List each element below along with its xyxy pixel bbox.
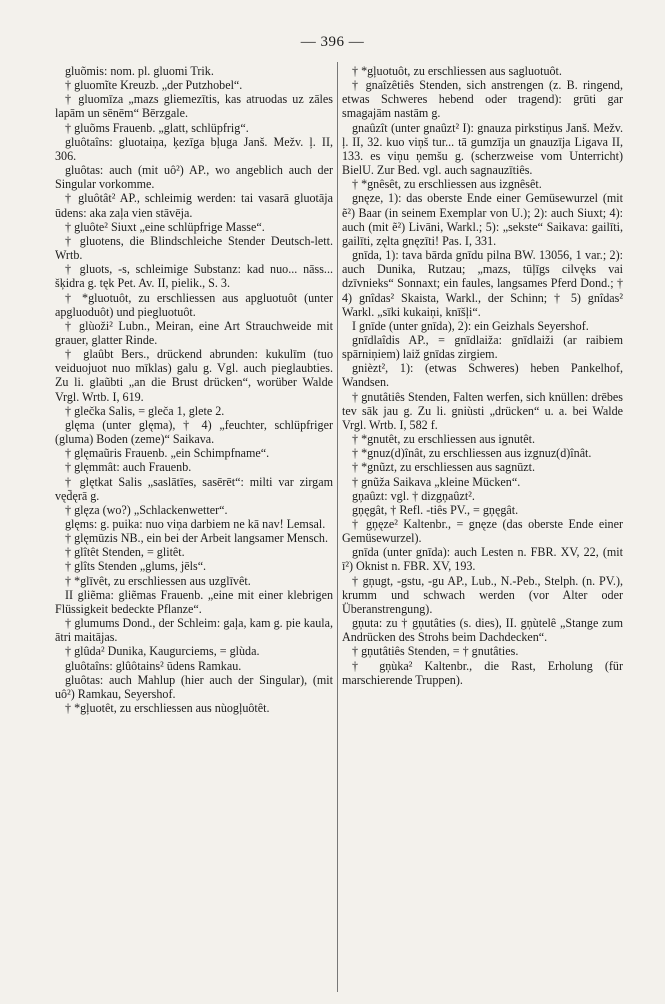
dictionary-entry: † glęmmât: auch Frauenb. bbox=[65, 460, 192, 475]
dictionary-entry: † glečka Salis, = gleča 1, glete 2. bbox=[65, 403, 225, 418]
dictionary-entry: † gluots, -s, schleimige Substanz: kad nuo... nāss... šķidra g. tęk Pet. Av. II, pielik., S. 3. bbox=[55, 262, 333, 291]
dictionary-entry: † gņugt, -gstu, -gu AP., Lub., N.-Peb., Stelph. (n. PV.), krumm und schwach werden (vor Alter oder Überanstrengung). bbox=[342, 573, 623, 616]
dictionary-entry: † gnũža Saikava „kleine Mücken“. bbox=[352, 474, 521, 489]
right-column bbox=[342, 64, 623, 994]
dictionary-entry: † *gluotuôt, zu erschliessen aus apgluotuôt (unter apgluoduôt) und piegluotuôt. bbox=[55, 290, 333, 319]
dictionary-entry: † gluotens, die Blindschleiche Stender Deutsch-lett. Wrtb. bbox=[55, 233, 333, 263]
dictionary-entry: † gnaîzêtiês Stenden, sich anstrengen (z. B. ringend, etwas Schweres hebend oder tragend): grūti gar smagajām nastām g. bbox=[342, 78, 623, 121]
dictionary-entry: † glùoži² Lubn., Meiran, eine Art Strauchweide mit grauer, glatter Rinde. bbox=[55, 318, 333, 347]
dictionary-entry: I gnīde (unter gnīda), 2): ein Geizhals Seyershof. bbox=[352, 318, 589, 333]
dictionary-entry: † gnutâtiês Stenden, Falten werfen, sich knüllen: drēbes tev sāk jau g. Zu li. gniùsti „drücken“ u. a. bei Walde Vrgl. Wrtb. I, 582 f. bbox=[342, 389, 623, 432]
dictionary-entry: † glîtêt Stenden, = glitêt. bbox=[65, 545, 185, 560]
dictionary-entry: † *gnuz(d)înât, zu erschliessen aus izgnuz(d)înât. bbox=[352, 446, 592, 461]
column-divider bbox=[337, 62, 338, 992]
dictionary-entry: gņuta: zu † gņutâties (s. dies), II. gņùtelê „Stange zum Andrücken des Strohs beim Dachdecken“. bbox=[342, 616, 623, 645]
dictionary-entry: † *gnêsêt, zu erschliessen aus izgnêsêt. bbox=[352, 177, 542, 192]
dictionary-entry: † glęmaũris Frauenb. „ein Schimpfname“. bbox=[65, 446, 270, 461]
dictionary-entry: † glîts Stenden „glums, jēls“. bbox=[65, 559, 207, 574]
dictionary-entry: II gliẽma: gliẽmas Frauenb. „eine mit einer klebrigen Flüssigkeit bedeckte Pflanze“. bbox=[55, 587, 333, 616]
dictionary-entry: † glaûbt Bers., drückend abrunden: kukulīm (tuo veiduojuot nuo mīklas) galu g. Vgl. auch pieglaubties. Zu li. glaũbti „an die Brust drücken“, worüber Walde Vrgl. Wrtb. I, 619. bbox=[55, 347, 333, 404]
dictionary-entry: gnièzt², 1): (etwas Schweres) heben Pankelhof, Wandsen. bbox=[342, 361, 623, 390]
page-number: — 396 — bbox=[300, 34, 365, 50]
dictionary-entry: † gņutâtiês Stenden, = † gnutâties. bbox=[352, 644, 519, 659]
dictionary-entry: † glęza (wo?) „Schlackenwetter“. bbox=[65, 502, 228, 517]
dictionary-entry: † gluôtât² AP., schleimig werden: tai vasarā gluotāja ūdens: aka zaļa vien stāvēja. bbox=[55, 191, 333, 220]
dictionary-entry: gnīda, 1): tava bārda gnīdu pilna BW. 13056, 1 var.; 2): auch Dunika, Rutzau; „mazs, tūļīgs cilvęks vai dzīvnieks“ Sonnaxt; ein faules, langsames Pferd Dond.; † 4) gnîdas² Skaista, Warkl., der Schinn; † 5) gnîdas² Warkl. „sīki kukaiņi, knīšļi“. bbox=[342, 248, 623, 319]
dictionary-entry: gluôtaîns: gluotaiņa, ķezīga bļuga Janš. Mežv. ļ. II, 306. bbox=[55, 134, 333, 163]
dictionary-entry: † gņęze² Kaltenbr., = gnęze (das oberste Ende einer Gemüsewurzel). bbox=[342, 517, 623, 546]
dictionary-entry: gluôtas: auch Mahlup (hier auch der Singular), (mit uô²) Ramkau, Seyershof. bbox=[55, 672, 333, 701]
dictionary-entry: † *gļuotuôt, zu erschliessen aus sagluotuôt. bbox=[352, 64, 562, 78]
dictionary-entry: gluôtas: auch (mit uô²) AP., wo angeblich auch der Singular vorkomme. bbox=[55, 163, 333, 192]
dictionary-entry: gnīda (unter gnīda): auch Lesten n. FBR. XV, 22, (mit ī²) Oknist n. FBR. XV, 193. bbox=[342, 545, 623, 574]
dictionary-entry: † gluôte² Siuxt „eine schlüpfrige Masse“. bbox=[65, 219, 265, 234]
dictionary-entry: glęma (unter glęma), † 4) „feuchter, schlüpfriger (gluma) Boden (zeme)“ Saikava. bbox=[55, 417, 333, 447]
dictionary-entry: † gluomīza „mazs gliemezītis, kas atruodas uz zāles lapām un sēnēm“ Bērzgale. bbox=[55, 92, 333, 121]
dictionary-entry: † glętkat Salis „saslātīes, sasērēt“: milti var zirgam vęd̄ęrā g. bbox=[55, 474, 333, 503]
dictionary-entry: † glumums Dond., der Schleim: gaļa, kam g. pie kaula, ātri maitājas. bbox=[55, 616, 333, 645]
dictionary-entry: † *gļuotêt, zu erschliessen aus nùogļuôtêt. bbox=[65, 701, 270, 716]
dictionary-entry: † *glīvêt, zu erschliessen aus uzglīvêt. bbox=[65, 573, 251, 588]
dictionary-entry: gluõmis: nom. pl. gluomi Trik. bbox=[65, 64, 214, 78]
dictionary-entry: glęms: g. puika: nuo viņa darbiem ne kā nav! Lemsal. bbox=[65, 517, 326, 531]
dictionary-entry: gņaûzt: vgl. † dizgņaûzt². bbox=[352, 488, 475, 503]
dictionary-entry: gņęgât, † Refl. -tiês PV., = gņęgât. bbox=[352, 502, 519, 517]
dictionary-entry: † glûda² Dunika, Kaugurciems, = glùda. bbox=[65, 644, 260, 659]
dictionary-entry: gnīdlaîdis AP., = gnīdlaiža: gnīdlaiži (ar raibiem spārniņiem) laiž gnīdas zirgiem. bbox=[342, 332, 623, 362]
left-column bbox=[55, 64, 333, 994]
dictionary-entry: † *gnũzt, zu erschliessen aus sagnūzt. bbox=[352, 460, 536, 475]
dictionary-entry: † gluõms Frauenb. „glatt, schlüpfrig“. bbox=[65, 120, 249, 135]
dictionary-entry: † gņùka² Kaltenbr., die Rast, Erholung (für marschierende Truppen). bbox=[342, 658, 623, 687]
dictionary-entry: † *gnutêt, zu erschliessen aus ignutêt. bbox=[352, 432, 536, 447]
dictionary-entry: gluôtaîns: glûôtains² ūdens Ramkau. bbox=[65, 658, 242, 673]
dictionary-entry: † gluomĩte Kreuzb. „der Putzhobel“. bbox=[65, 78, 243, 93]
dictionary-entry: gnęze, 1): das oberste Ende einer Gemüsewurzel (mit ẽ²) Baar (in seinem Exemplar von U.); 2): auch Siuxt; 4): auch (mit ẽ²) Livāni, Warkl.; 5): „sekste“ Saikava: gailīti, gailīti, zęlta gnęzīti! Pas. I, 331. bbox=[342, 191, 623, 248]
dictionary-entry: gnaûzît (unter gnaûzt² I): gnauza pirkstiņus Janš. Mežv. ļ. II, 32. kuo viņš tur... tā gumzīja un gnauzīja Ligava II, 133. es viņu ņemšu g. (scherzweise vom Unterricht) BielU. Zur Bed. vgl. auch sagnauzītiês. bbox=[342, 120, 623, 178]
dictionary-entry: † glęmūzis NB., ein bei der Arbeit langsamer Mensch. bbox=[65, 531, 328, 546]
